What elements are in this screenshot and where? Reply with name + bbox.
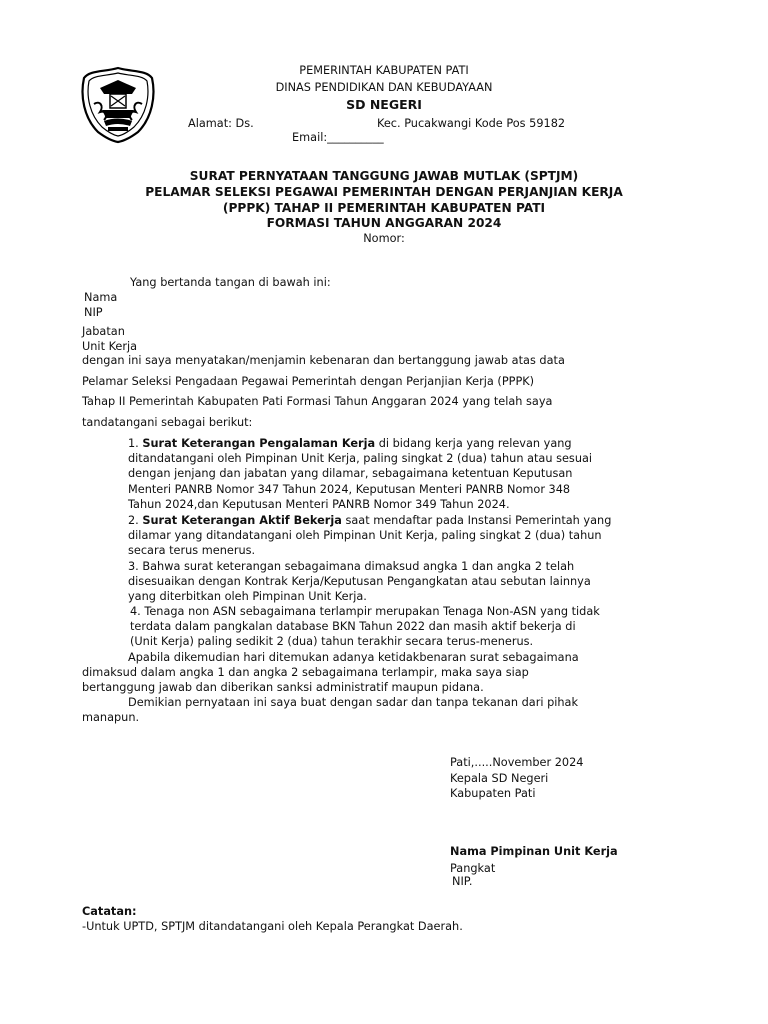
header-address-label: Alamat: Ds.	[188, 117, 254, 130]
field-nip: NIP	[84, 306, 103, 319]
field-unit-kerja: Unit Kerja	[82, 340, 138, 353]
header-department: DINAS PENDIDIKAN DAN KEBUDAYAAN	[275, 81, 493, 94]
header-government: PEMERINTAH KABUPATEN PATI	[299, 64, 469, 77]
title-nomor: Nomor:	[363, 232, 405, 245]
statement-line-3: Tahap II Pemerintah Kabupaten Pati Formasi Tahun Anggaran 2024 yang telah saya	[82, 395, 553, 408]
item-1-heading: Surat Keterangan Pengalaman Kerja	[142, 437, 376, 450]
statement-line-1: dengan ini saya menyatakan/menjamin kebenaran dan bertanggung jawab atas data	[82, 354, 565, 367]
statement-line-4: tandatangani sebagai berikut:	[82, 416, 253, 429]
notes-label: Catatan:	[82, 905, 137, 918]
closing-line-4: Demikian pernyataan ini saya buat dengan sadar dan tanpa tekanan dari pihak	[128, 696, 578, 709]
header-email: Email:__________	[292, 131, 384, 144]
closing-line-3: bertanggung jawab dan diberikan sanksi administratif maupun pidana.	[82, 681, 484, 694]
header-school: SD NEGERI	[346, 97, 422, 112]
title-line-2: PELAMAR SELEKSI PEGAWAI PEMERINTAH DENGAN PERJANJIAN KERJA	[145, 185, 623, 199]
title-line-4: FORMASI TAHUN ANGGARAN 2024	[266, 216, 502, 230]
list-item-4: 4. Tenaga non ASN sebagaimana terlampir merupakan Tenaga Non-ASN yang tidak terdata dalam pangkalan database BKN Tahun 2022 dan masih aktif bekerja di (Unit Kerja) paling sedikit 2 (dua) tahun terakhir secara terus-menerus.	[130, 605, 600, 649]
signature-rank: Pangkat	[450, 862, 496, 875]
signature-role-2: Kabupaten Pati	[450, 787, 536, 800]
list-item-2: 2. Surat Keterangan Aktif Bekerja saat mendaftar pada Instansi Pemerintah yang dilamar yang ditandatangani oleh Pimpinan Unit Kerja, paling singkat 2 (dua) tahun secara terus menerus.	[128, 514, 612, 558]
signature-role-1: Kepala SD Negeri	[450, 772, 549, 785]
closing-line-5: manapun.	[82, 711, 140, 724]
title-line-1: SURAT PERNYATAAN TANGGUNG JAWAB MUTLAK (SPTJM)	[189, 169, 579, 183]
item-2-heading: Surat Keterangan Aktif Bekerja	[142, 514, 342, 527]
signature-name: Nama Pimpinan Unit Kerja	[450, 845, 618, 858]
identity-intro: Yang bertanda tangan di bawah ini:	[130, 276, 331, 289]
field-nama: Nama	[84, 291, 118, 304]
signature-place-date: Pati,.....November 2024	[450, 756, 584, 769]
signature-nip: NIP.	[452, 875, 473, 888]
title-line-3: (PPPK) TAHAP II PEMERINTAH KABUPATEN PATI	[222, 201, 546, 215]
list-item-3: 3. Bahwa surat keterangan sebagaimana dimaksud angka 1 dan angka 2 telah disesuaikan dengan Kontrak Kerja/Keputusan Pengangkatan atau sebutan lainnya yang diterbitkan oleh Pimpinan Unit Kerja.	[128, 560, 591, 604]
closing-line-2: dimaksud dalam angka 1 dan angka 2 sebagaimana terlampir, maka saya siap	[82, 666, 529, 679]
header-address-rest: Kec. Pucakwangi Kode Pos 59182	[377, 117, 566, 130]
closing-line-1: Apabila dikemudian hari ditemukan adanya ketidakbenaran surat sebagaimana	[128, 651, 579, 664]
field-jabatan: Jabatan	[82, 325, 125, 338]
notes-text: -Untuk UPTD, SPTJM ditandatangani oleh Kepala Perangkat Daerah.	[82, 920, 463, 933]
statement-line-2: Pelamar Seleksi Pengadaan Pegawai Pemerintah dengan Perjanjian Kerja (PPPK)	[82, 375, 535, 388]
list-item-1: 1. Surat Keterangan Pengalaman Kerja di bidang kerja yang relevan yang ditandatangani oleh Pimpinan Unit Kerja, paling singkat 2 (dua) tahun atau sesuai dengan jenjang dan jabatan yang dilamar, sebagaimana ketentuan Keputusan Menteri PANRB Nomor 347 Tahun 2024, Keputusan Menteri PANRB Nomor 348 Tahun 2024,dan Keputusan Menteri PANRB Nomor 349 Tahun 2024.	[128, 437, 593, 511]
